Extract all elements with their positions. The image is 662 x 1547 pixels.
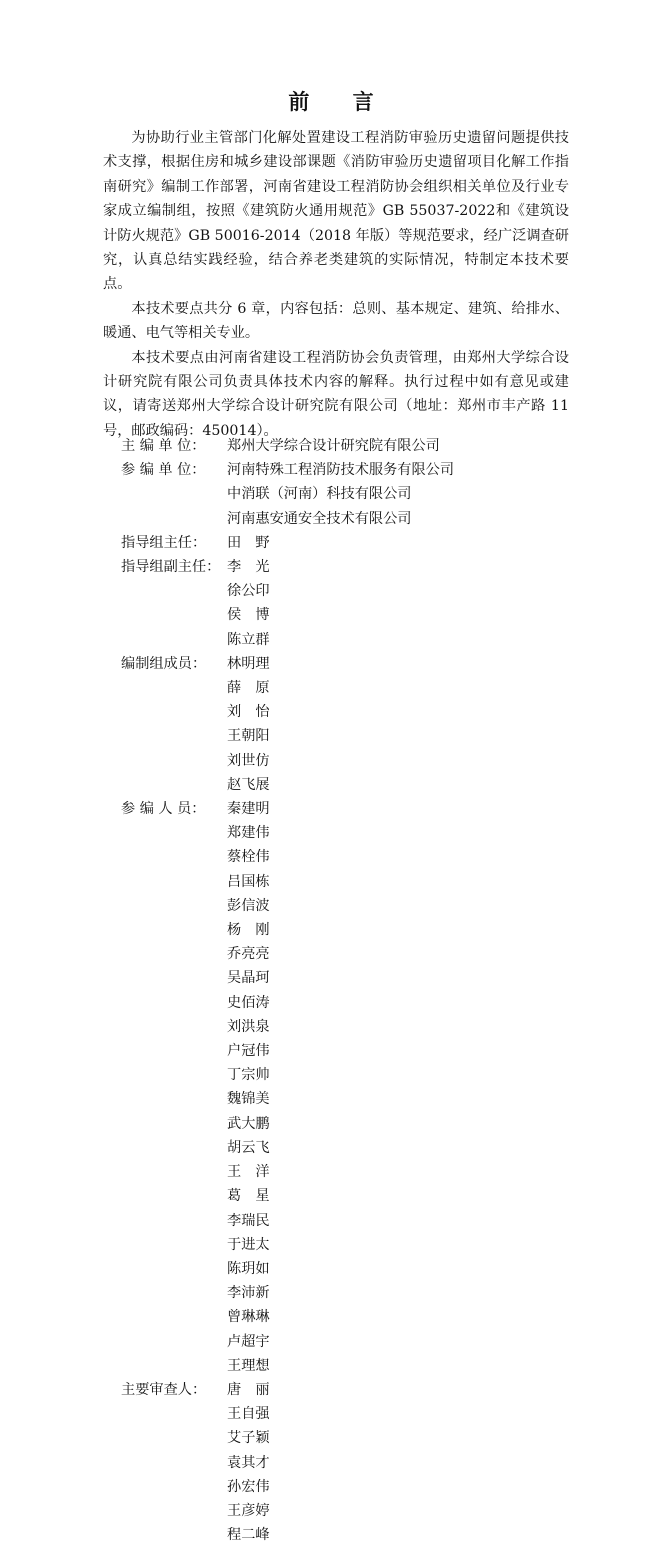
- person-name: 田 野: [227, 534, 270, 551]
- guide-leader-label: 指导组主任：: [121, 534, 207, 551]
- person-name: 王自强: [227, 1406, 270, 1423]
- page-title: 前 言: [288, 89, 392, 114]
- participating-unit-org: 河南惠安通安全技术有限公司: [227, 510, 412, 527]
- guide-deputy-label: 指导组副主任：: [121, 559, 221, 576]
- person-name: 陈立群: [227, 631, 270, 648]
- person-name: 陈玥如: [227, 1260, 270, 1277]
- person-name: 于进太: [227, 1236, 270, 1253]
- person-name: 彭信波: [227, 897, 270, 914]
- person-name: 李 光: [227, 559, 270, 576]
- person-name: 刘 怡: [227, 704, 270, 721]
- person-name: 赵飞展: [227, 776, 270, 793]
- person-name: 武大鹏: [227, 1115, 270, 1132]
- person-name: 吴晶珂: [227, 970, 270, 987]
- person-name: 李沛新: [227, 1285, 270, 1302]
- chief-unit-row: [121, 434, 561, 458]
- person-name: 户冠伟: [227, 1043, 270, 1060]
- person-name: 林明理: [227, 655, 270, 672]
- participants-row: [121, 797, 561, 1378]
- person-name: 葛 星: [227, 1188, 270, 1205]
- person-name: 王彦婷: [227, 1502, 270, 1519]
- preface-paragraph-2: 本技术要点共分 6 章，内容包括：总则、基本规定、建筑、给排水、暖通、电气等相关专业。: [103, 300, 569, 342]
- person-name: 唐 丽: [227, 1381, 270, 1398]
- reviewers-label: 主要审查人：: [121, 1381, 207, 1398]
- preface-body: [103, 126, 569, 443]
- person-name: 程二峰: [227, 1527, 270, 1544]
- participants-label: 参 编 人 员：: [121, 801, 206, 818]
- person-name: 曾琳琳: [227, 1309, 270, 1326]
- participating-units-row: [121, 458, 561, 531]
- person-name: 丁宗帅: [227, 1067, 270, 1084]
- person-name: 薛 原: [227, 680, 270, 697]
- person-name: 刘洪泉: [227, 1018, 270, 1035]
- person-name: 郑建伟: [227, 825, 270, 842]
- person-name: 卢超宇: [227, 1333, 270, 1350]
- person-name: 魏锦美: [227, 1091, 270, 1108]
- preface-paragraph-3: 本技术要点由河南省建设工程消防协会负责管理，由郑州大学综合设计研究院有限公司负责具体技术内容的解释。执行过程中如有意见或建议，请寄送郑州大学综合设计研究院有限公司（地址：郑州市丰产路 11 号，邮政编码：450014）。: [103, 349, 569, 439]
- person-name: 杨 刚: [227, 922, 270, 939]
- guide-deputy-row: [121, 555, 561, 652]
- person-name: 秦建明: [227, 801, 270, 818]
- person-name: 乔亮亮: [227, 946, 270, 963]
- person-name: 吕国栋: [227, 873, 270, 890]
- person-name: 史佰涛: [227, 994, 270, 1011]
- person-name: 袁其才: [227, 1454, 270, 1471]
- chief-unit-label: 主 编 单 位：: [121, 438, 206, 454]
- person-name: 孙宏伟: [227, 1478, 270, 1495]
- credits-block: [121, 434, 561, 1547]
- person-name: 王朝阳: [227, 728, 270, 745]
- participating-unit-org: 河南特殊工程消防技术服务有限公司: [227, 462, 455, 479]
- person-name: 胡云飞: [227, 1139, 270, 1156]
- person-name: 王 洋: [227, 1164, 270, 1181]
- person-name: 王理想: [227, 1357, 270, 1374]
- person-name: 李瑞民: [227, 1212, 270, 1229]
- preface-paragraph-1: 为协助行业主管部门化解处置建设工程消防审验历史遗留问题提供技术支撑，根据住房和城乡建设部课题《消防审验历史遗留项目化解工作指南研究》编制工作部署，河南省建设工程消防协会组织相关单位及行业专家成立编制组，按照《建筑防火通用规范》GB 55037-2022和《建筑设计防火规范》GB 50016-2014（2018 年版）等规范要求，经广泛调查研究，认真总结实践经验，结合养老类建筑的实际情况，特制定本技术要点。: [103, 130, 569, 293]
- person-name: 艾子颖: [227, 1430, 270, 1447]
- reviewers-row: [121, 1378, 561, 1547]
- guide-leader-row: [121, 531, 561, 555]
- person-name: 徐公印: [227, 583, 270, 600]
- person-name: 蔡栓伟: [227, 849, 270, 866]
- person-name: 刘世仿: [227, 752, 270, 769]
- person-name: 侯 博: [227, 607, 270, 624]
- participating-unit-org: 中消联（河南）科技有限公司: [227, 486, 412, 503]
- chief-unit-org: 郑州大学综合设计研究院有限公司: [227, 438, 440, 454]
- participating-units-label: 参 编 单 位：: [121, 462, 206, 479]
- editors-label: 编制组成员：: [121, 655, 207, 672]
- editors-row: [121, 652, 561, 797]
